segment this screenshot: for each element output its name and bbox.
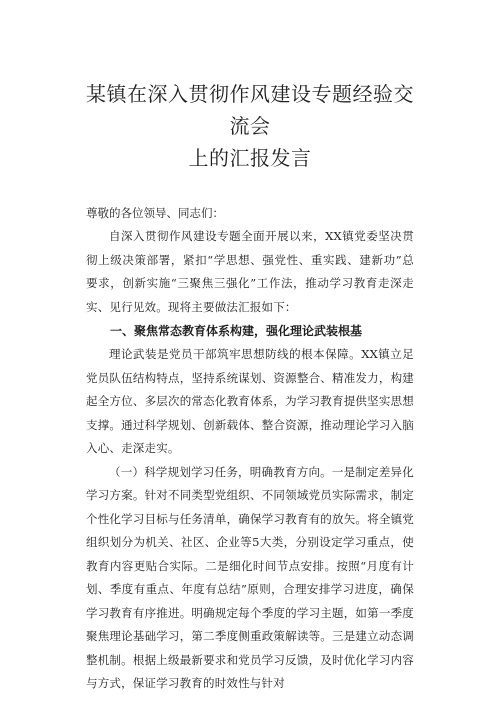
title-line-2: 上的汇报发言	[188, 146, 312, 170]
salutation: 尊敬的各位领导、同志们：	[86, 206, 224, 220]
section-heading-1: 一、聚焦常态教育体系构建，强化理论武装根基	[110, 324, 363, 338]
section1-subsection-paragraph: （一）科学规划学习任务，明确教育方向。一是制定差异化学习方案。针对不同类型党组织、不同领域党员实际需求，制定个性化学习目标与任务清单，确保学习教育有的放矢。将全镇党组织划分为机关、社区、企业等5大类，分别设定学习重点，使教育内容更贴合实际。二是细化时间节点安排。按照“月度有计划、季度有重点、年度有总结”原则，合理安排学习进度，确保学习教育有序推进。明确规定每个季度的学习主题，如第一季度聚焦理论基础学习，第二季度侧重政策解读等。三是建立动态调整机制。根据上级最新要求和党员学习反馈，及时优化学习内容与方式，保证学习教育的时效性与针对	[86, 464, 414, 690]
intro-paragraph: 自深入贯彻作风建设专题全面开展以来，XX镇党委坚决贯彻上级决策部署，紧扣“学思想、强党性、重实践、建新功”总要求，创新实施“三聚焦三强化”工作法，推动学习教育走深走实、见行见效。现将主要做法汇报如下：	[86, 229, 414, 314]
section1-paragraph: 理论武装是党员干部筑牢思想防线的根本保障。XX镇立足党员队伍结构特点，坚持系统谋划、资源整合、精准发力，构建起全方位、多层次的常态化教育体系，为学习教育提供坚实思想支撑。通过科学规划、创新载体、整合资源，推动理论学习入脑入心、走深走实。	[86, 347, 414, 455]
document-title	[86, 78, 414, 174]
title-line-1: 某镇在深入贯彻作风建设专题经验交流会	[86, 82, 414, 138]
